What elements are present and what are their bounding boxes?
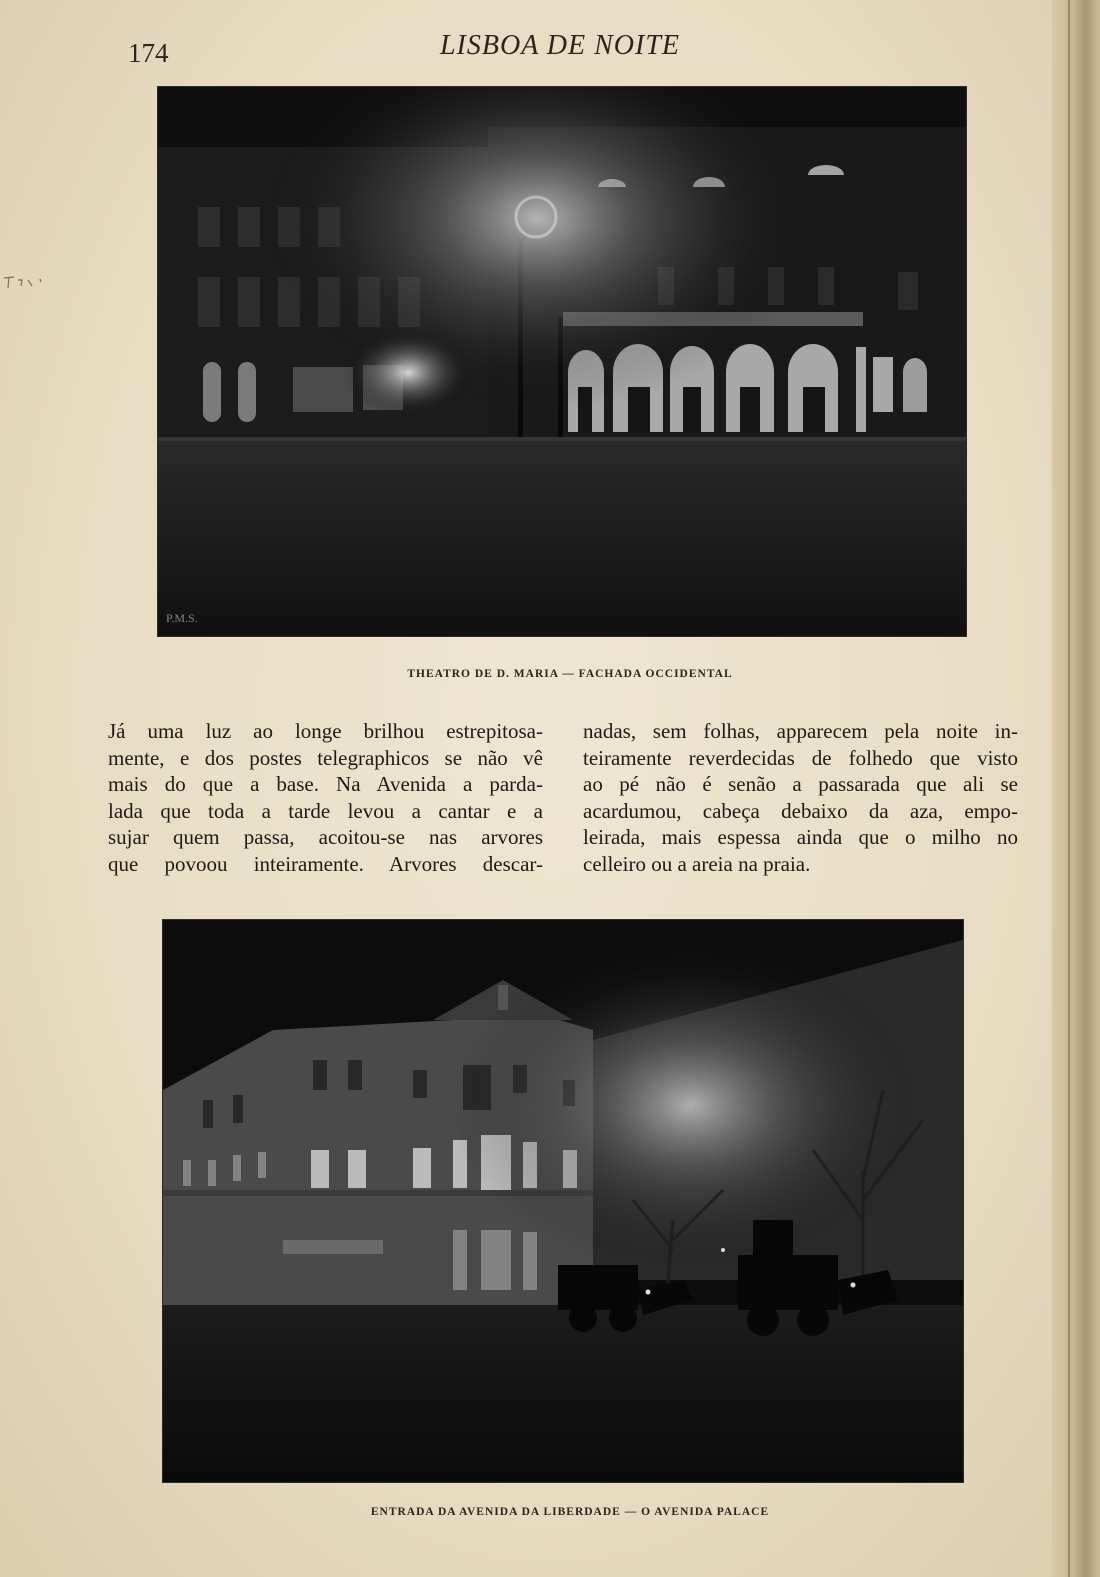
text-line: que povoou inteiramente. Arvores descar- <box>108 851 543 876</box>
text-line: acardumou, cabeça debaixo da aza, empo- <box>583 798 1018 823</box>
text-line: lada que toda a tarde levou a cantar e a <box>108 798 543 823</box>
page-number: 174 <box>128 38 169 68</box>
svg-text:P.M.S.: P.M.S. <box>166 611 198 625</box>
figure-caption-avenida: ENTRADA DA AVENIDA DA LIBERDADE — O AVENIDA PALACE <box>370 1506 770 1518</box>
photo-theatre-illustration <box>158 87 966 636</box>
text-line: celleiro ou a areia na praia. <box>583 851 811 876</box>
photo-avenida-illustration <box>163 920 963 1482</box>
margin-pencil-mark <box>0 268 60 298</box>
running-head: LISBOA DE NOITE <box>439 30 681 61</box>
figure-caption-theatre: THEATRO DE D. MARIA — FACHADA OCCIDENTAL <box>407 668 733 680</box>
photo-theatre-facade <box>158 87 966 636</box>
text-column-left <box>108 718 543 877</box>
text-line: nadas, sem folhas, apparecem pela noite in- <box>583 719 1018 743</box>
text-line: sujar quem passa, acoitou-se nas arvores <box>108 825 543 849</box>
text-line: mente, e dos postes telegraphicos se não vê <box>108 745 543 770</box>
text-column-right <box>583 718 1018 877</box>
text-line: teiramente reverdecidas de folhedo que visto <box>583 745 1018 770</box>
text-line: Já uma luz ao longe brilhou estrepitosa- <box>108 719 543 743</box>
text-line: mais do que a base. Na Avenida a parda- <box>108 772 543 796</box>
photo-avenida-palace <box>163 920 963 1482</box>
text-line: leirada, mais espessa ainda que o milho no <box>583 825 1018 849</box>
book-gutter <box>1052 0 1100 1577</box>
text-line: ao pé não é senão a passarada que ali se <box>583 772 1018 796</box>
gutter-line <box>1068 0 1070 1577</box>
